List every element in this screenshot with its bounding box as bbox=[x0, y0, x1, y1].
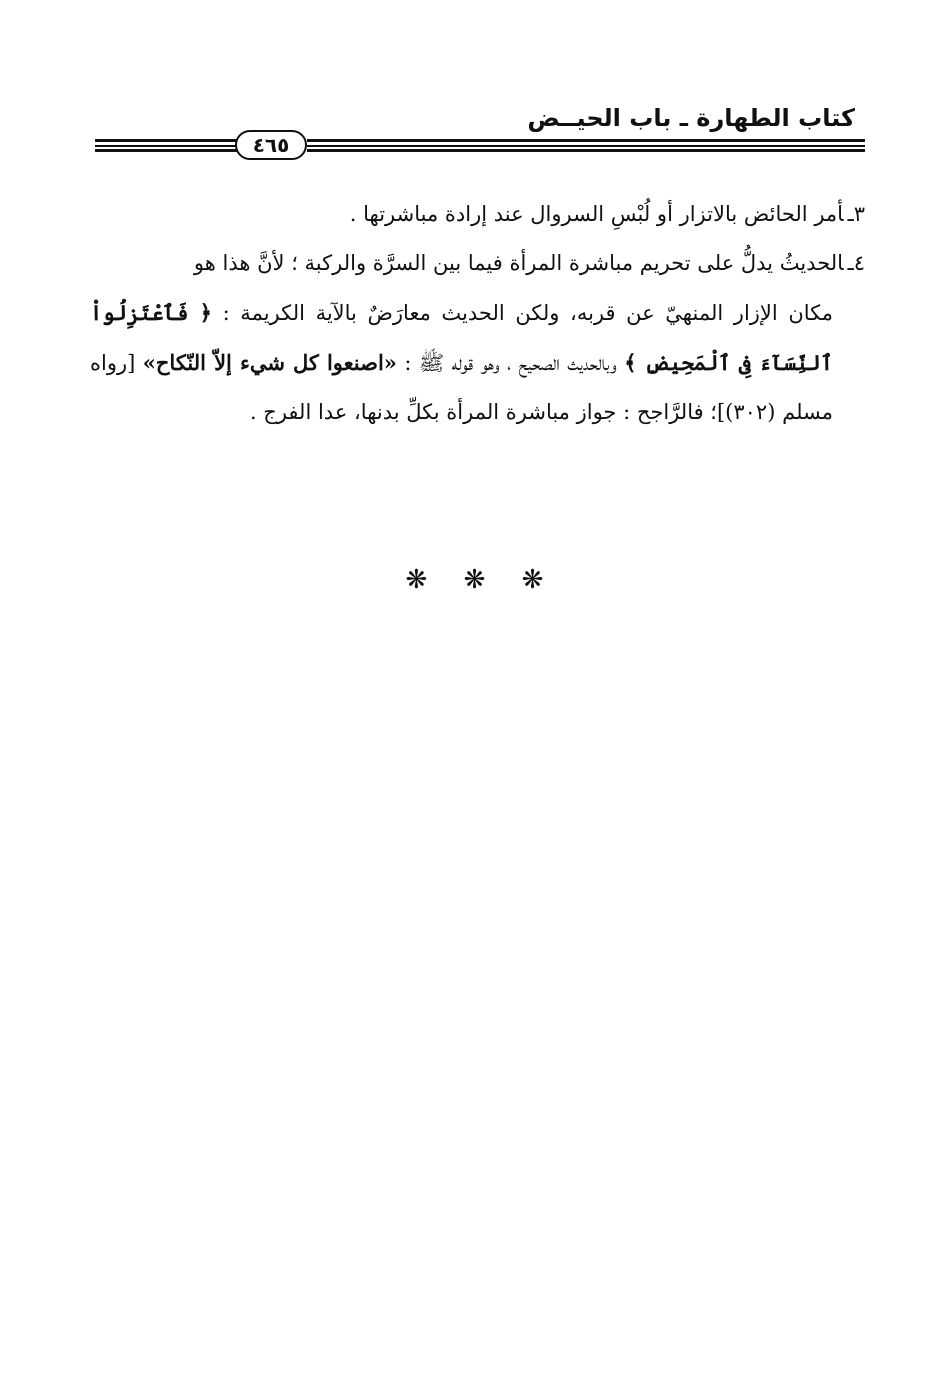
header-rule-right bbox=[307, 138, 865, 154]
item-number: ٤ـ bbox=[847, 251, 865, 275]
item-text: وبالحديث الصحيح ، وهو قوله ﷺ : bbox=[396, 351, 617, 375]
rule-line bbox=[307, 149, 865, 152]
page-number-badge bbox=[235, 130, 307, 160]
page-body bbox=[90, 190, 865, 437]
running-title: كتاب الطهارة ـ باب الحيــض bbox=[527, 104, 855, 132]
item-text: مكان الإزار المنهيّ عن قربه، ولكن الحديث معارَضٌ بالآية الكريمة : bbox=[222, 301, 834, 325]
list-item bbox=[90, 239, 865, 437]
rule-line bbox=[307, 139, 865, 142]
item-text: أمر الحائض بالاتزار أو لُبْسِ السروال عند إرادة مباشرتها . bbox=[349, 202, 844, 226]
item-text: [رواه مسلم (٣٠٢)]؛ فالرَّاجح : جواز مباشرة المرأة بكلِّ بدنها، عدا الفرج . bbox=[90, 351, 833, 424]
rule-line bbox=[95, 145, 238, 147]
rule-line bbox=[95, 149, 238, 152]
list-item bbox=[90, 190, 865, 239]
item-number: ٣ـ bbox=[847, 202, 865, 226]
rule-line bbox=[95, 139, 238, 142]
page-header bbox=[95, 100, 865, 160]
item-text: الحديثُ يدلُّ على تحريم مباشرة المرأة فيما بين السرَّة والركبة ؛ لأنَّ هذا هو bbox=[193, 251, 844, 275]
hadith-quote: «اصنعوا كل شيء إلاّ النّكاح» bbox=[142, 350, 397, 375]
rule-line bbox=[307, 145, 865, 147]
header-rule-left bbox=[95, 138, 238, 154]
section-separator: ❋ ❋ ❋ bbox=[405, 565, 544, 595]
item-continuation bbox=[90, 288, 865, 437]
quran-verse: ﴿ فَٱعْتَزِلُواْ ٱلنِّسَآءَ فِى ٱلْمَحِيضِ ﴾ bbox=[90, 300, 833, 375]
page-number: ٤٦٥ bbox=[252, 133, 290, 157]
